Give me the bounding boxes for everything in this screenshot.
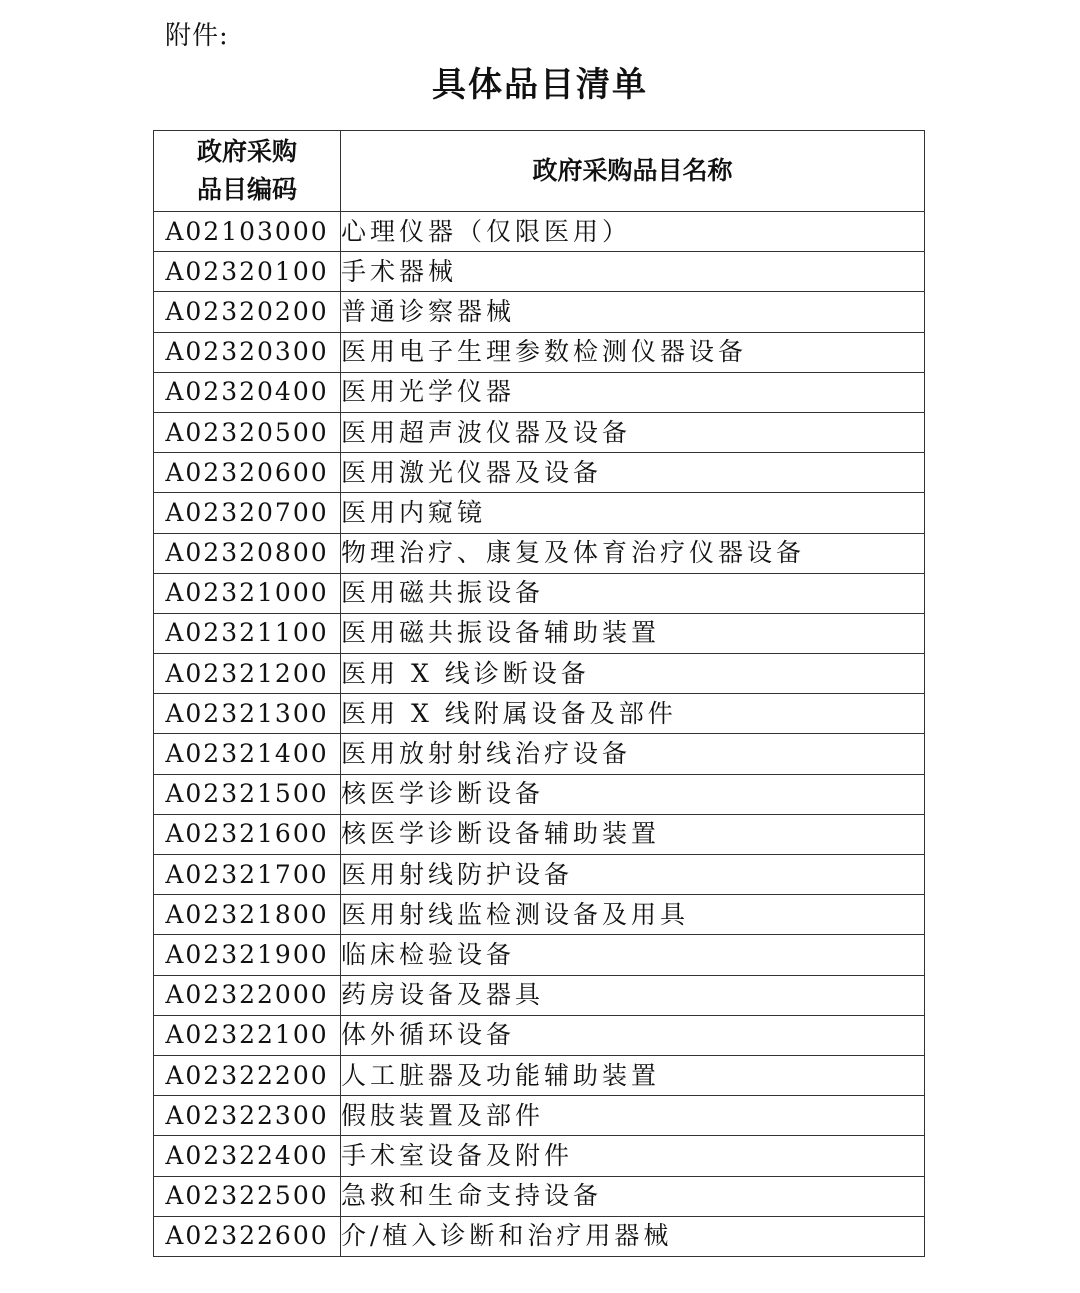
table-row xyxy=(154,654,925,694)
item-name-cell: 医用电子生理参数检测仪器设备 xyxy=(341,332,925,372)
item-name-cell: 医用 X 线附属设备及部件 xyxy=(341,694,925,734)
item-name-cell: 临床检验设备 xyxy=(341,935,925,975)
header-item-code-line2: 品目编码 xyxy=(196,175,297,204)
table-row xyxy=(154,613,925,653)
item-name-cell: 医用 X 线诊断设备 xyxy=(341,654,925,694)
table-row xyxy=(154,774,925,814)
item-name-cell: 假肢装置及部件 xyxy=(341,1096,925,1136)
item-code-cell: A02320100 xyxy=(154,252,341,292)
item-code-cell: A02103000 xyxy=(154,212,341,252)
attachment-label: 附件: xyxy=(165,21,229,51)
item-name-cell: 人工脏器及功能辅助装置 xyxy=(341,1055,925,1095)
item-code-cell: A02322300 xyxy=(154,1096,341,1136)
item-code-cell: A02322500 xyxy=(154,1176,341,1216)
item-name-cell: 医用射线防护设备 xyxy=(341,855,925,895)
item-name-cell: 医用内窥镜 xyxy=(341,493,925,533)
table-row xyxy=(154,1136,925,1176)
item-name-cell: 手术器械 xyxy=(341,252,925,292)
item-code-cell: A02321300 xyxy=(154,694,341,734)
item-code-cell: A02320500 xyxy=(154,412,341,452)
item-code-cell: A02320200 xyxy=(154,292,341,332)
item-code-cell: A02321800 xyxy=(154,895,341,935)
item-code-cell: A02321500 xyxy=(154,774,341,814)
item-code-cell: A02322200 xyxy=(154,1055,341,1095)
table-row xyxy=(154,1055,925,1095)
table-row xyxy=(154,292,925,332)
item-name-cell: 物理治疗、康复及体育治疗仪器设备 xyxy=(341,533,925,573)
item-name-cell: 心理仪器（仅限医用） xyxy=(341,212,925,252)
table-row xyxy=(154,1096,925,1136)
header-item-code-line1: 政府采购 xyxy=(196,137,297,166)
item-code-cell: A02322100 xyxy=(154,1015,341,1055)
header-item-name: 政府采购品目名称 xyxy=(341,131,925,212)
item-code-cell: A02320800 xyxy=(154,533,341,573)
item-code-cell: A02322000 xyxy=(154,975,341,1015)
table-row xyxy=(154,895,925,935)
table-row xyxy=(154,855,925,895)
item-name-cell: 核医学诊断设备辅助装置 xyxy=(341,814,925,854)
table-row xyxy=(154,935,925,975)
item-code-cell: A02321400 xyxy=(154,734,341,774)
item-name-cell: 医用超声波仪器及设备 xyxy=(341,412,925,452)
item-name-cell: 医用磁共振设备辅助装置 xyxy=(341,613,925,653)
table-row xyxy=(154,975,925,1015)
item-name-cell: 医用放射射线治疗设备 xyxy=(341,734,925,774)
item-name-cell: 普通诊察器械 xyxy=(341,292,925,332)
item-code-cell: A02322600 xyxy=(154,1216,341,1256)
header-item-code xyxy=(154,131,341,212)
table-row xyxy=(154,533,925,573)
item-code-cell: A02320600 xyxy=(154,453,341,493)
table-row xyxy=(154,734,925,774)
item-name-cell: 手术室设备及附件 xyxy=(341,1136,925,1176)
item-name-cell: 医用激光仪器及设备 xyxy=(341,453,925,493)
table-row xyxy=(154,372,925,412)
table-row xyxy=(154,1176,925,1216)
item-code-cell: A02321100 xyxy=(154,613,341,653)
item-code-cell: A02321200 xyxy=(154,654,341,694)
table-row xyxy=(154,1015,925,1055)
item-name-cell: 医用射线监检测设备及用具 xyxy=(341,895,925,935)
item-name-cell: 药房设备及器具 xyxy=(341,975,925,1015)
table-body xyxy=(154,212,925,1257)
item-name-cell: 介/植入诊断和治疗用器械 xyxy=(341,1216,925,1256)
item-code-cell: A02320300 xyxy=(154,332,341,372)
item-name-cell: 急救和生命支持设备 xyxy=(341,1176,925,1216)
table-row xyxy=(154,694,925,734)
item-code-cell: A02321000 xyxy=(154,573,341,613)
item-name-cell: 医用光学仪器 xyxy=(341,372,925,412)
item-name-cell: 医用磁共振设备 xyxy=(341,573,925,613)
item-code-cell: A02320400 xyxy=(154,372,341,412)
item-code-cell: A02320700 xyxy=(154,493,341,533)
item-name-cell: 核医学诊断设备 xyxy=(341,774,925,814)
table-row xyxy=(154,252,925,292)
item-code-cell: A02321700 xyxy=(154,855,341,895)
table-row xyxy=(154,1216,925,1256)
procurement-item-table xyxy=(153,130,925,1257)
table-row xyxy=(154,453,925,493)
table-row xyxy=(154,332,925,372)
table-row xyxy=(154,814,925,854)
table-row xyxy=(154,573,925,613)
table-row xyxy=(154,412,925,452)
table-row xyxy=(154,493,925,533)
table-row xyxy=(154,212,925,252)
document-title: 具体品目清单 xyxy=(432,65,648,105)
item-name-cell: 体外循环设备 xyxy=(341,1015,925,1055)
item-code-cell: A02321600 xyxy=(154,814,341,854)
table-header-row xyxy=(154,131,925,212)
item-code-cell: A02322400 xyxy=(154,1136,341,1176)
item-code-cell: A02321900 xyxy=(154,935,341,975)
